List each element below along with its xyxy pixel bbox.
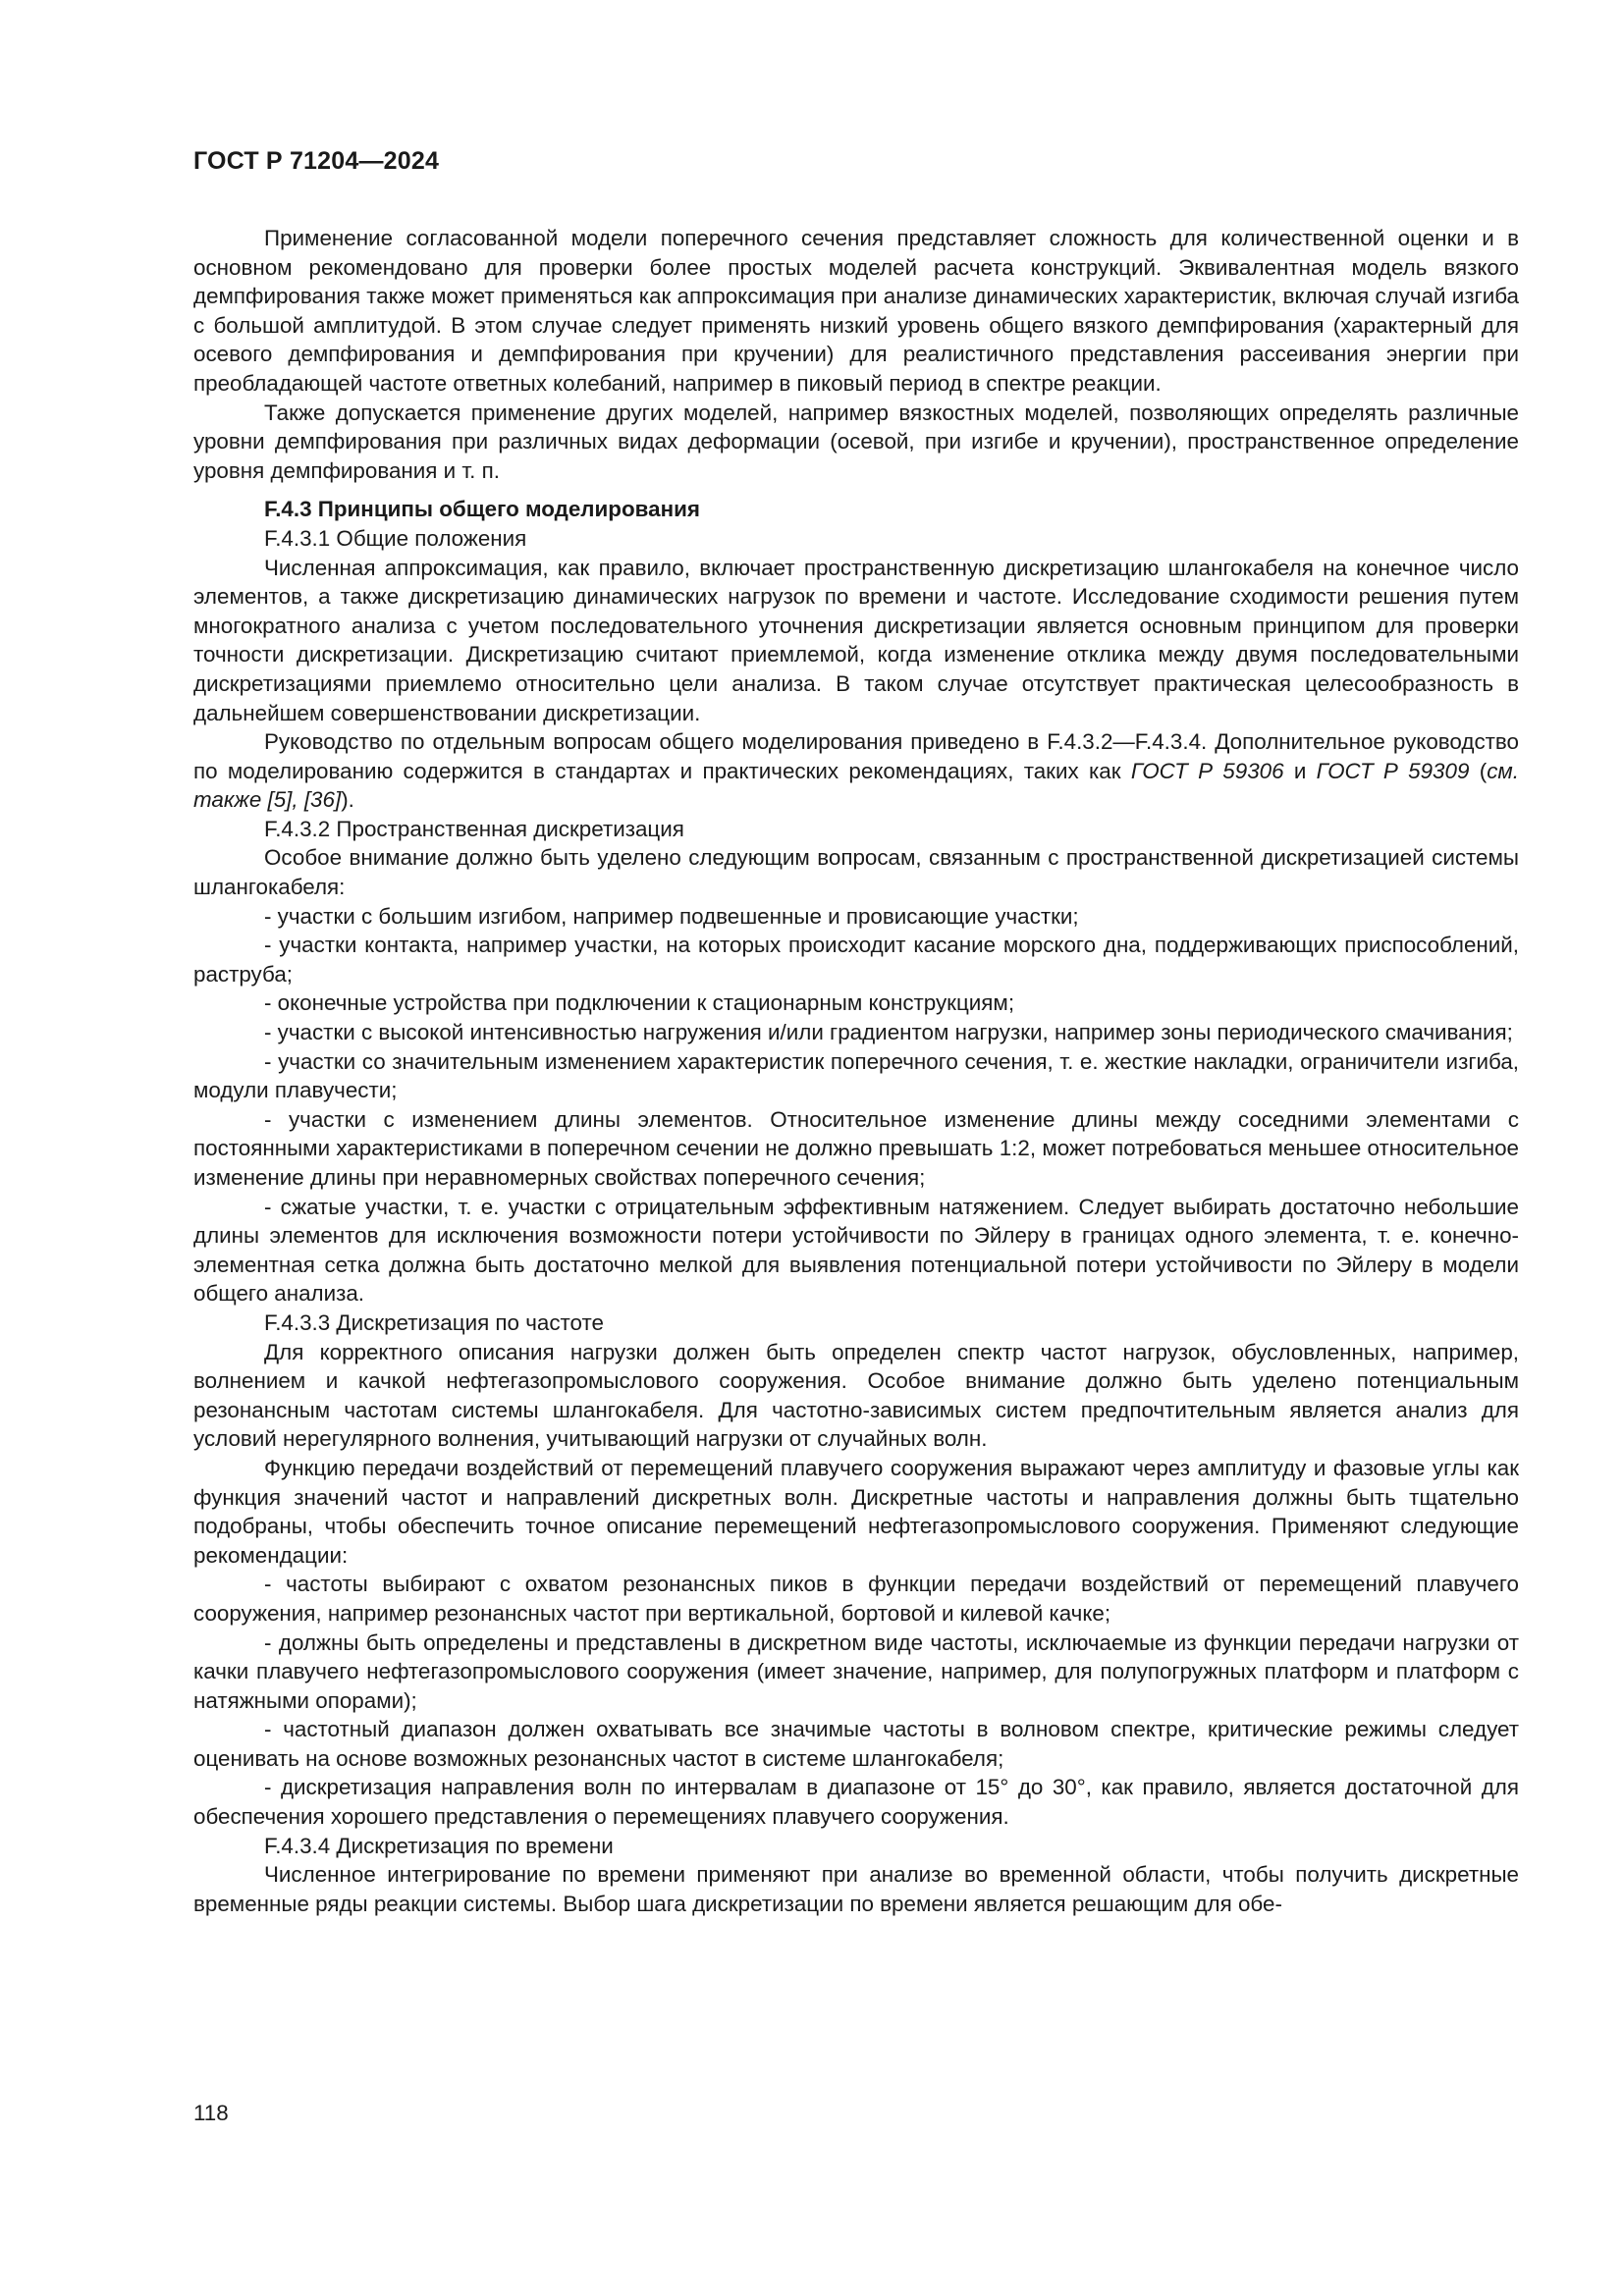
text-run: Руководство по отдельным вопросам общего моделирования приведено в F.4.3.2—F.4.3.4. Дополнительное руководство по моделированию содержится в стандартах и практических рекомендациях, таких как — [193, 729, 1519, 783]
paragraph: Для корректного описания нагрузки должен быть определен спектр частот нагрузок, обусловленных, например, волнением и качкой нефтегазопромыслового сооружения. Особое внимание должно быть уделено потенциальным резонансным частотам системы шлангокабеля. Для частотно-зависимых систем предпочтительным является анализ для условий нерегулярного волнения, учитывающий нагрузки от случайных волн. — [193, 1339, 1519, 1452]
paragraph: Особое внимание должно быть уделено следующим вопросам, связанным с пространственной дискретизацией системы шлангокабеля: — [193, 845, 1519, 900]
document-header: ГОСТ Р 71204—2024 — [193, 147, 440, 175]
document-body — [193, 224, 1519, 1918]
paragraph: Функцию передачи воздействий от перемещений плавучего сооружения выражают через амплитуду и фазовые углы как функция значений частот и направлений дискретных волн. Дискретные частоты и направления должны быть тщательно подобраны, чтобы обеспечить точное описание перемещений нефтегазопромыслового сооружения. Применяют следующие рекомендации: — [193, 1455, 1519, 1568]
paragraph: Численное интегрирование по времени применяют при анализе во временной области, чтобы получить дискретные временные ряды реакции системы. Выбор шага дискретизации по времени является решающим для обе- — [193, 1862, 1519, 1916]
list-item: - участки с изменением длины элементов. Относительное изменение длины между соседними элементами с постоянными характеристиками в поперечном сечении не должно превышать 1:2, может потребоваться меньшее относительное изменение длины при неравномерных свойствах поперечного сечения; — [193, 1106, 1519, 1190]
text-run: ( — [1469, 758, 1488, 783]
paragraph: Применение согласованной модели поперечного сечения представляет сложность для количественной оценки и в основном рекомендовано для проверки более простых моделей расчета конструкций. Эквивалентная модель вязкого демпфирования также может применяться как аппроксимация при анализе динамических характеристик, включая случай изгиба с большой амплитудой. В этом случае следует применять низкий уровень общего вязкого демпфирования (характерный для осевого демпфирования и демпфирования при кручении) для реалистичного представления рассеивания энергии при преобладающей частоте ответных колебаний, например в пиковый период в спектре реакции. — [193, 226, 1519, 396]
reference-gost-59309: ГОСТ Р 59309 — [1316, 758, 1470, 783]
reference-gost-59306: ГОСТ Р 59306 — [1130, 758, 1284, 783]
list-item: - дискретизация направления волн по интервалам в диапазоне от 15° до 30°, как правило, является достаточной для обеспечения хорошего представления о перемещениях плавучего сооружения. — [193, 1775, 1519, 1830]
list-item: - участки с большим изгибом, например подвешенные и провисающие участки; — [264, 903, 1079, 929]
subsection-heading-f433: F.4.3.3 Дискретизация по частоте — [264, 1309, 604, 1335]
list-item: - сжатые участки, т. е. участки с отрицательным эффективным натяжением. Следует выбирать достаточно небольшие длины элементов для исключения возможности потери устойчивости по Эйлеру в границах одного элемента, т. е. конечно-элементная сетка должна быть достаточно мелкой для выявления потенциальной потери устойчивости по Эйлеру в модели общего анализа. — [193, 1194, 1519, 1307]
list-item: - частоты выбирают с охватом резонансных пиков в функции передачи воздействий от перемещений плавучего сооружения, например резонансных частот при вертикальной, бортовой и килевой качке; — [193, 1572, 1519, 1626]
list-item: - участки с высокой интенсивностью нагружения и/или градиентом нагрузки, например зоны периодического смачивания; — [264, 1020, 1513, 1045]
text-run: ). — [341, 787, 354, 813]
paragraph: Численная аппроксимация, как правило, включает пространственную дискретизацию шлангокабеля на конечное число элементов, а также дискретизацию динамических нагрузок по времени и частоте. Исследование сходимости решения путем многократного анализа с учетом последовательного уточнения дискретизации является основным принципом для проверки точности дискретизации. Дискретизацию считают приемлемой, когда изменение отклика между двумя последовательными дискретизациями приемлемо относительно цели анализа. В таком случае отсутствует практическая целесообразность в дальнейшем совершенствовании дискретизации. — [193, 555, 1519, 725]
page-number: 118 — [193, 2101, 229, 2125]
subsection-heading-f432: F.4.3.2 Пространственная дискретизация — [264, 816, 684, 841]
section-heading-f43: F.4.3 Принципы общего моделирования — [264, 497, 700, 522]
list-item: - оконечные устройства при подключении к стационарным конструкциям; — [264, 990, 1015, 1016]
subsection-heading-f431: F.4.3.1 Общие положения — [264, 525, 527, 551]
text-run: и — [1283, 758, 1317, 783]
subsection-heading-f434: F.4.3.4 Дискретизация по времени — [264, 1833, 614, 1858]
paragraph-with-references — [193, 727, 1519, 815]
list-item: - участки со значительным изменением характеристик поперечного сечения, т. е. жесткие накладки, ограничители изгиба, модули плавучести; — [193, 1048, 1519, 1103]
list-item: - должны быть определены и представлены в дискретном виде частоты, исключаемые из функции передачи нагрузки от качки плавучего нефтегазопромыслового сооружения (имеет значение, например, для полупогружных платформ и платформ с натяжными опорами); — [193, 1629, 1519, 1713]
reference-bibliography: см. также [5], [36] — [193, 758, 1519, 813]
paragraph: Также допускается применение других моделей, например вязкостных моделей, позволяющих определять различные уровни демпфирования при различных видах деформации (осевой, при изгибе и кручении), пространственное определение уровня демпфирования и т. п. — [193, 400, 1519, 483]
list-item: - частотный диапазон должен охватывать все значимые частоты в волновом спектре, критические режимы следует оценивать на основе возможных резонансных частот в системе шлангокабеля; — [193, 1717, 1519, 1771]
list-item: - участки контакта, например участки, на которых происходит касание морского дна, поддерживающих приспособлений, раструба; — [193, 933, 1519, 987]
